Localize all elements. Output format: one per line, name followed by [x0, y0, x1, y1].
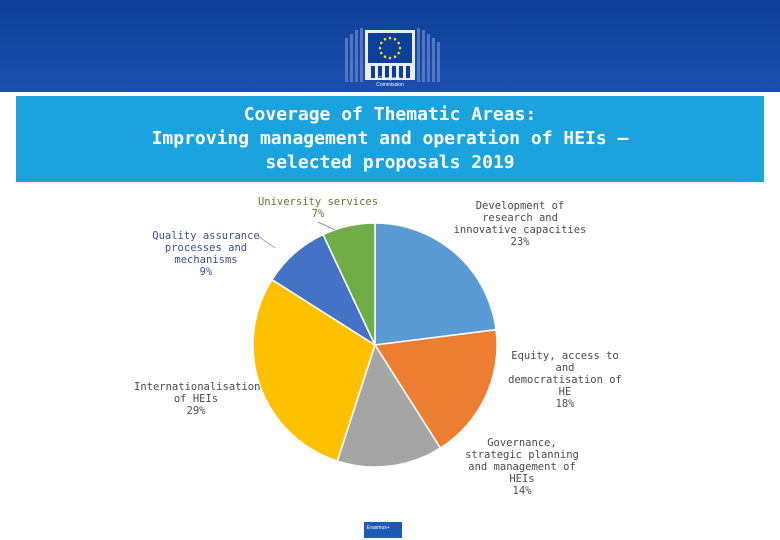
slice-label-text: research and [482, 212, 558, 224]
slice-label-text: Governance, [487, 437, 557, 449]
slice-percent-label: 18% [555, 398, 575, 410]
chart-title-line-2: Improving management and operation of HEIs – [151, 128, 629, 149]
slice-label-text: mechanisms [174, 254, 238, 266]
slice-percent-label: 29% [186, 405, 206, 417]
erasmus-logo-text: Erasmus+ [367, 525, 390, 531]
label-research-capacities [452, 200, 588, 248]
erasmus-logo [364, 522, 402, 538]
slice-label-text: HEIs [509, 473, 535, 485]
slice-label-text: Quality assurance [152, 230, 260, 242]
slice-label-text: Development of [475, 200, 565, 212]
label-equity-access [500, 350, 630, 410]
slice-label-text: University services [257, 196, 379, 208]
logo-caption-line: European [379, 76, 401, 82]
slice-label-text: HE [558, 386, 572, 398]
chart-title-line-1: Coverage of Thematic Areas: [243, 104, 537, 125]
chart-title-line-3: selected proposals 2019 [265, 152, 515, 173]
slice-label-text: Internationalisation [134, 381, 261, 393]
slice-label-text: strategic planning [465, 449, 579, 461]
slice-percent-label: 9% [199, 266, 213, 278]
slice-label-text: processes and [164, 242, 248, 254]
leader-line-university-services [318, 222, 335, 230]
label-university-services [255, 196, 381, 220]
slice-label-text: innovative capacities [453, 224, 587, 236]
logo-caption-line: Commission [376, 82, 404, 88]
label-quality-assurance [150, 230, 262, 278]
slice-label-text: and management of [468, 461, 576, 473]
slice-label-text: Equity, access to and [511, 350, 619, 374]
slice-percent-label: 14% [512, 485, 532, 497]
label-governance [460, 437, 584, 497]
label-internationalisation [134, 381, 261, 417]
slice-label-text: democratisation of [508, 374, 622, 386]
slice-label-text: of HEIs [173, 393, 219, 405]
slice-percent-label: 23% [510, 236, 530, 248]
slice-percent-label: 7% [311, 208, 325, 220]
